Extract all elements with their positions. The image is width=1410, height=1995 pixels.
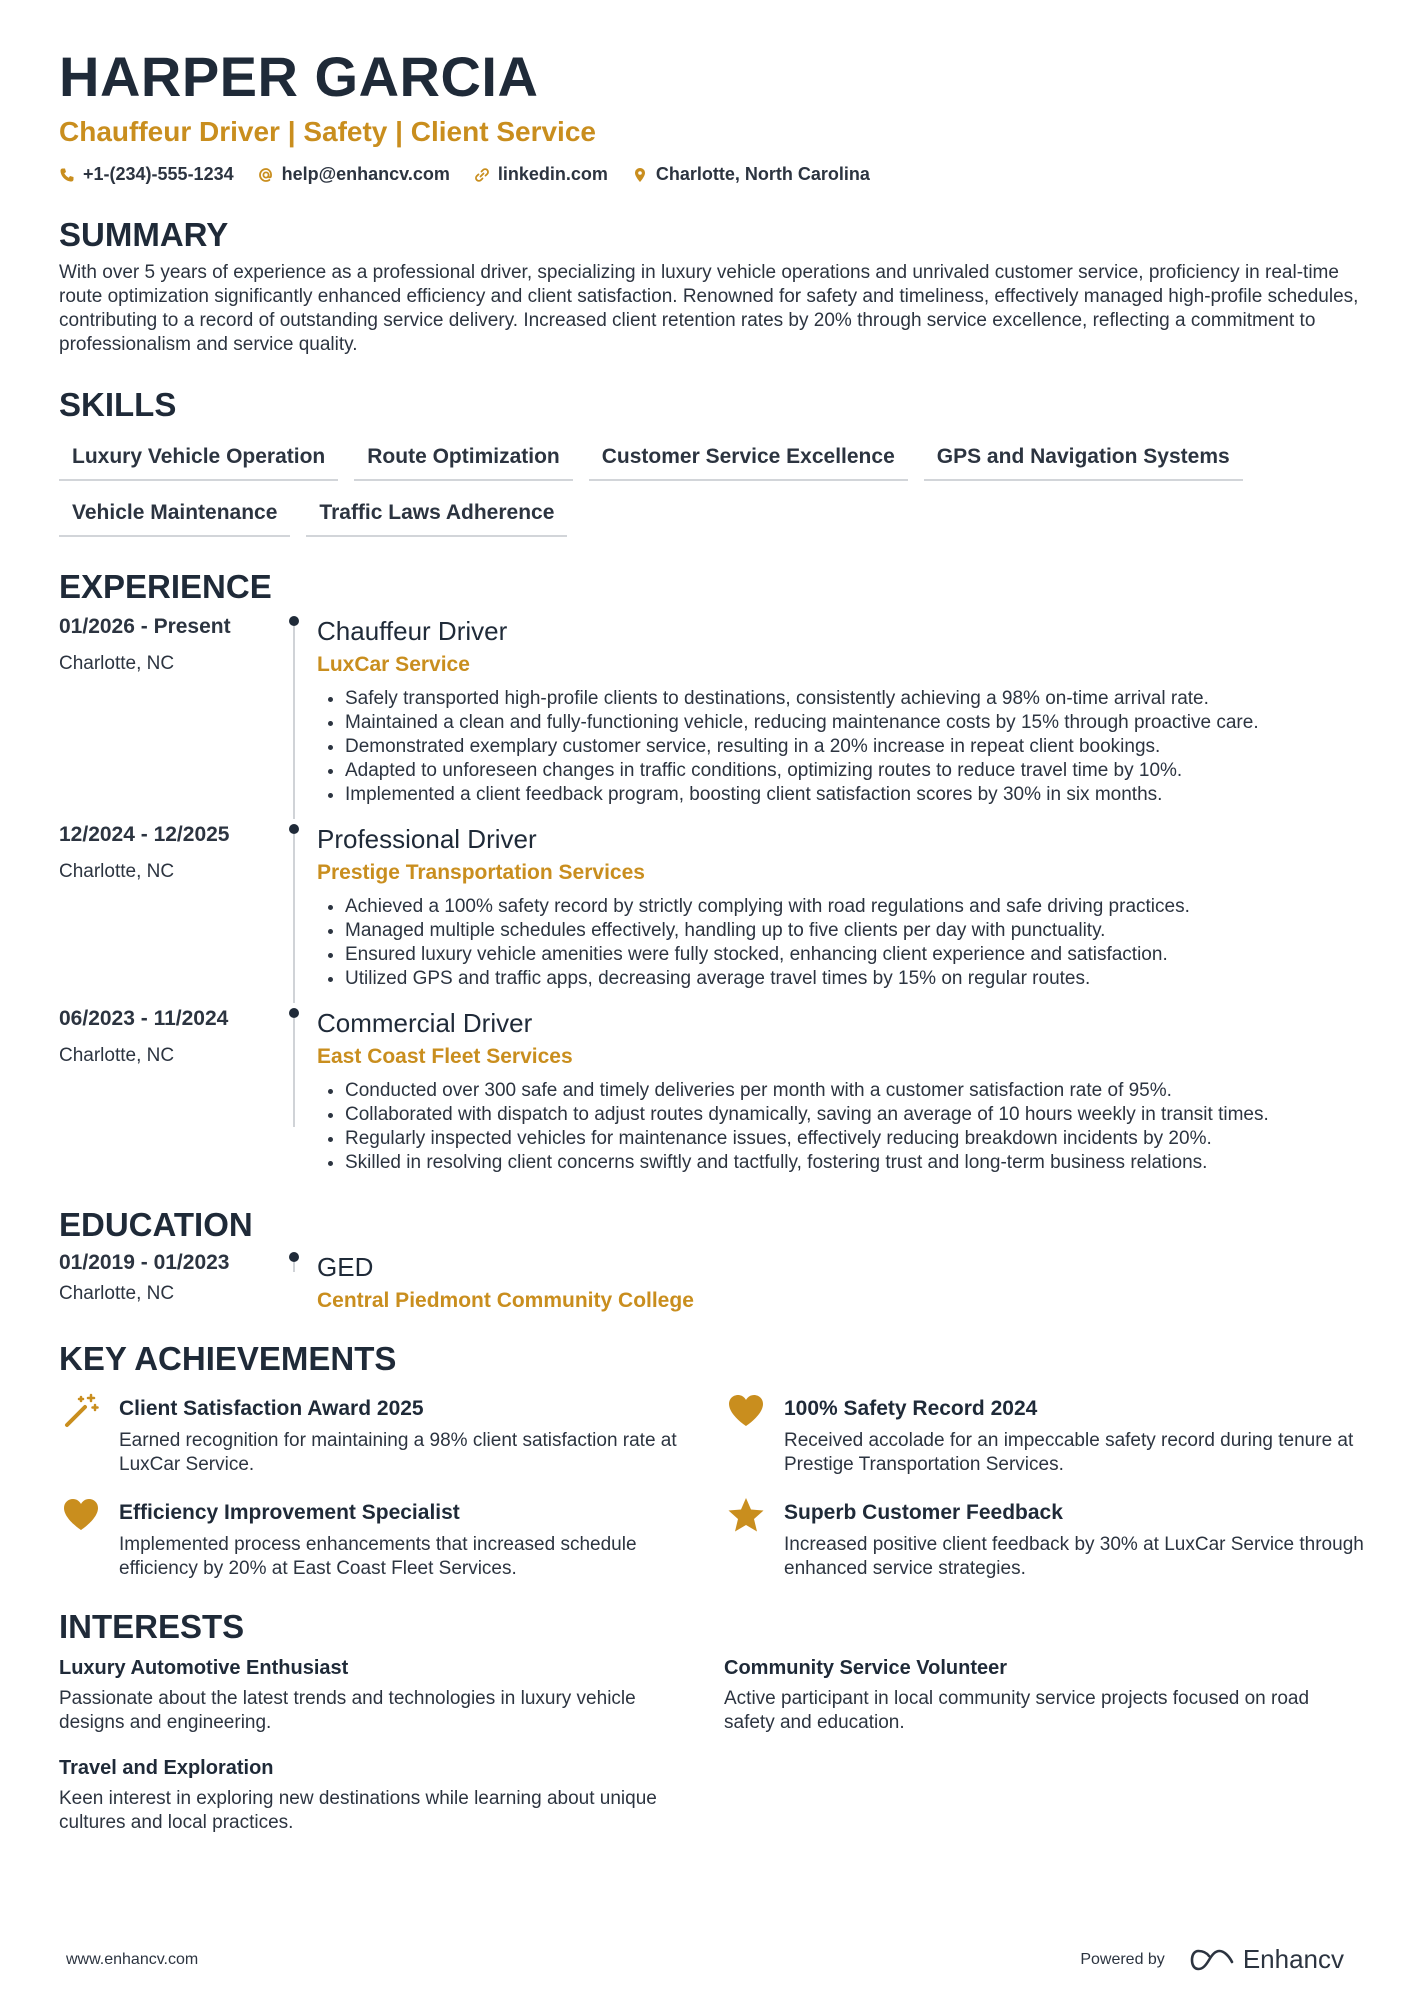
skill-tag: Route Optimization [354, 437, 573, 481]
skills-section [59, 385, 1361, 537]
interest-desc: Passionate about the latest trends and technologies in luxury vehicle designs and engineering. [59, 1688, 636, 1733]
contact-location [632, 164, 870, 185]
experience-entry [59, 1005, 1361, 1175]
achievement-item [724, 1391, 1354, 1477]
summary-section [59, 215, 1361, 357]
phone-icon [59, 167, 75, 183]
star-icon [726, 1495, 766, 1535]
experience-bullets [317, 1079, 1361, 1175]
experience-company: LuxCar Service [317, 653, 470, 676]
experience-bullets [317, 895, 1361, 991]
interest-desc: Active participant in local community service projects focused on road safety and education. [724, 1688, 1310, 1733]
timeline-marker [289, 613, 317, 807]
bullet-item: • Utilized GPS and traffic apps, decreasing average travel times by 15% on regular routes. [345, 967, 1361, 991]
experience-entry [59, 613, 1361, 807]
at-icon [258, 167, 274, 183]
bullet-item: • Conducted over 300 safe and timely deliveries per month with a customer satisfaction rate of 95%. [345, 1079, 1361, 1103]
contact-phone-text: +1-(234)-555-1234 [83, 164, 234, 184]
achievements-grid [59, 1391, 1364, 1581]
contact-bar [59, 164, 1361, 185]
achievement-desc: Earned recognition for maintaining a 98% client satisfaction rate at LuxCar Service. [119, 1430, 677, 1475]
interest-title: Travel and Exploration [59, 1757, 274, 1779]
education-dates: 01/2019 - 01/2023 [59, 1251, 230, 1274]
achievement-desc: Implemented process enhancements that increased schedule efficiency by 20% at East Coast Fleet Services. [119, 1534, 637, 1579]
bullet-item: • Collaborated with dispatch to adjust routes dynamically, saving an average of 10 hours weekly in transit times. [345, 1103, 1361, 1127]
enhancv-logo-icon [1189, 1948, 1235, 1972]
bullet-item: • Ensured luxury vehicle amenities were fully stocked, enhancing client experience and satisfaction. [345, 943, 1361, 967]
bullet-item: • Adapted to unforeseen changes in traffic conditions, optimizing routes to reduce travel time by 10%. [345, 759, 1361, 783]
skill-tag: GPS and Navigation Systems [924, 437, 1243, 481]
contact-linkedin-text: linkedin.com [497, 164, 608, 184]
interest-title: Luxury Automotive Enthusiast [59, 1657, 349, 1679]
contact-email[interactable] [258, 164, 450, 185]
experience-heading: EXPERIENCE [59, 568, 272, 605]
brand-logo[interactable] [1189, 1944, 1344, 1975]
experience-dates: 06/2023 - 11/2024 [59, 1007, 229, 1030]
powered-by-label: Powered by [1080, 1950, 1165, 1968]
experience-location: Charlotte, NC [59, 861, 175, 882]
achievement-item [59, 1391, 724, 1477]
timeline-marker [289, 1249, 317, 1315]
skills-heading: SKILLS [59, 386, 177, 423]
bullet-item: • Regularly inspected vehicles for maintenance issues, effectively reducing breakdown incidents by 20%. [345, 1127, 1361, 1151]
interests-section [59, 1607, 1361, 1835]
education-section [59, 1205, 1361, 1315]
resume-page [59, 44, 1364, 1835]
skill-tag: Vehicle Maintenance [59, 493, 290, 537]
summary-text: With over 5 years of experience as a professional driver, specializing in luxury vehicle operations and unrivaled customer service, proficiency in real-time route optimization significantly enhanced efficiency and client satisfaction. Renowned for safety and timeliness, effectively managed high-profile schedules, contributing to a record of outstanding service delivery. Increased client retention rates by 20% through service excellence, reflecting a commitment to professionalism and service quality. [59, 262, 1359, 355]
achievement-title: 100% Safety Record 2024 [784, 1397, 1038, 1420]
interest-title: Community Service Volunteer [724, 1657, 1008, 1679]
timeline-marker [289, 1005, 317, 1175]
achievement-title: Client Satisfaction Award 2025 [119, 1397, 424, 1420]
experience-role: Chauffeur Driver [317, 616, 508, 646]
education-location: Charlotte, NC [59, 1283, 175, 1304]
candidate-title: Chauffeur Driver | Safety | Client Service [59, 116, 596, 147]
interests-grid [59, 1655, 1361, 1835]
education-entry [59, 1249, 1361, 1315]
contact-email-text: help@enhancv.com [281, 164, 450, 184]
education-heading: EDUCATION [59, 1206, 253, 1243]
magic-wand-icon [61, 1391, 101, 1431]
achievement-title: Efficiency Improvement Specialist [119, 1501, 460, 1524]
skill-tag: Luxury Vehicle Operation [59, 437, 338, 481]
education-degree: GED [317, 1252, 374, 1282]
experience-dates: 12/2024 - 12/2025 [59, 823, 230, 846]
experience-location: Charlotte, NC [59, 1045, 175, 1066]
bullet-item: • Maintained a clean and fully-functioning vehicle, reducing maintenance costs by 15% through proactive care. [345, 711, 1361, 735]
powered-by [1080, 1944, 1344, 1975]
contact-location-text: Charlotte, North Carolina [655, 164, 870, 184]
bullet-item: • Managed multiple schedules effectively, handling up to five clients per day with punctuality. [345, 919, 1361, 943]
interest-item [59, 1755, 724, 1835]
timeline-marker [289, 821, 317, 991]
achievement-desc: Received accolade for an impeccable safety record during tenure at Prestige Transportation Services. [784, 1430, 1354, 1475]
achievement-item [724, 1495, 1364, 1581]
footer-website-link[interactable]: www.enhancv.com [66, 1950, 199, 1968]
experience-role: Professional Driver [317, 824, 537, 854]
experience-bullets [317, 687, 1361, 807]
footer [66, 1944, 1344, 1975]
skill-tag: Customer Service Excellence [589, 437, 908, 481]
achievements-heading: KEY ACHIEVEMENTS [59, 1340, 397, 1377]
skill-tag: Traffic Laws Adherence [306, 493, 567, 537]
experience-company: East Coast Fleet Services [317, 1045, 573, 1068]
experience-section [59, 567, 1361, 1175]
achievement-title: Superb Customer Feedback [784, 1501, 1063, 1524]
bullet-item: • Skilled in resolving client concerns swiftly and tactfully, fostering trust and long-term business relations. [345, 1151, 1361, 1175]
bullet-item: • Achieved a 100% safety record by strictly complying with road regulations and safe driving practices. [345, 895, 1361, 919]
interest-desc: Keen interest in exploring new destinations while learning about unique cultures and local practices. [59, 1788, 657, 1833]
achievement-desc: Increased positive client feedback by 30% at LuxCar Service through enhanced service strategies. [784, 1534, 1364, 1579]
bullet-item: • Demonstrated exemplary customer service, resulting in a 20% increase in repeat client bookings. [345, 735, 1361, 759]
experience-company: Prestige Transportation Services [317, 861, 645, 884]
interests-heading: INTERESTS [59, 1608, 245, 1645]
brand-name: Enhancv [1242, 1944, 1344, 1974]
contact-linkedin[interactable] [474, 164, 608, 185]
heart-icon [726, 1391, 766, 1431]
link-icon [474, 167, 490, 183]
summary-heading: SUMMARY [59, 216, 229, 253]
bullet-item: • Implemented a client feedback program, boosting client satisfaction scores by 30% in six months. [345, 783, 1361, 807]
skills-list [59, 437, 1309, 537]
experience-role: Commercial Driver [317, 1008, 533, 1038]
bullet-item: • Safely transported high-profile clients to destinations, consistently achieving a 98% on-time arrival rate. [345, 687, 1361, 711]
interest-item [59, 1655, 724, 1735]
education-school: Central Piedmont Community College [317, 1289, 694, 1312]
experience-dates: 01/2026 - Present [59, 615, 231, 638]
location-pin-icon [632, 167, 648, 183]
candidate-name: HARPER GARCIA [59, 45, 539, 108]
achievement-item [59, 1495, 724, 1581]
contact-phone[interactable] [59, 164, 234, 185]
experience-entry [59, 821, 1361, 991]
heart-icon [61, 1495, 101, 1535]
interest-item [724, 1655, 1344, 1735]
achievements-section [59, 1339, 1364, 1581]
experience-location: Charlotte, NC [59, 653, 175, 674]
